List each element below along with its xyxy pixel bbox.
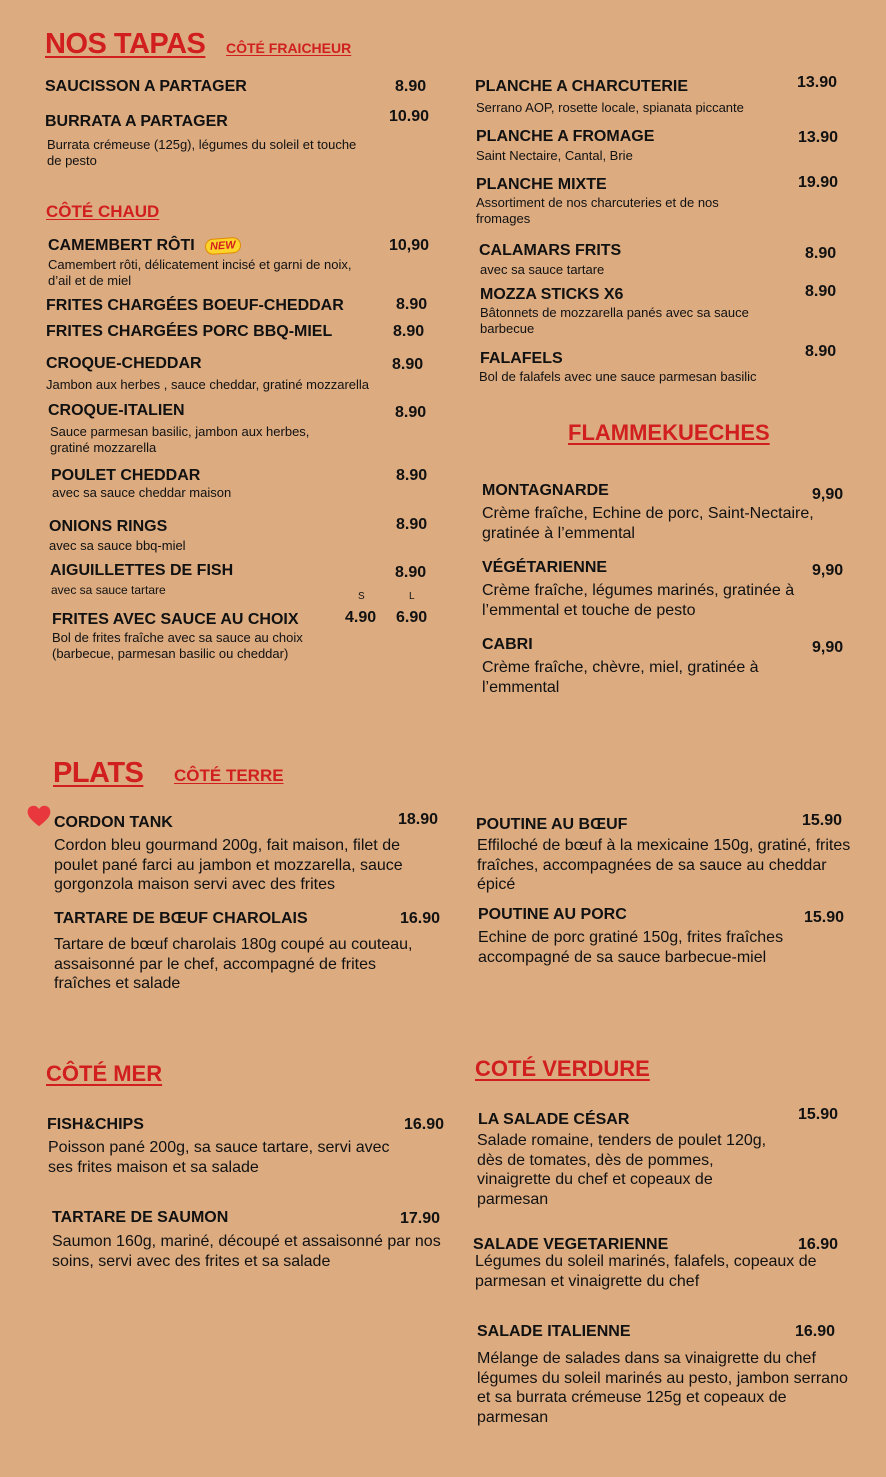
size-label-s: S <box>358 591 365 602</box>
item-desc-camembert: Camembert rôti, délicatement incisé et garni de noix, d’ail et de miel <box>48 257 352 288</box>
item-price-frites-choix-l: 6.90 <box>396 609 428 626</box>
item-desc-poulet-cheddar: avec sa sauce cheddar maison <box>52 485 232 500</box>
item-price-frites-porc: 8.90 <box>393 323 425 340</box>
item-desc-poutine-porc: Echine de porc gratiné 150g, frites fraîches accompagné de sa sauce barbecue-miel <box>478 929 784 966</box>
item-name-onions-rings: ONIONS RINGS <box>49 518 168 535</box>
item-name-planche-charcuterie: PLANCHE A CHARCUTERIE <box>475 78 689 95</box>
item-price-croque-cheddar: 8.90 <box>392 356 424 373</box>
item-name-fish: FISH&CHIPS <box>47 1116 144 1133</box>
heart-icon <box>26 803 52 829</box>
item-price-planche-fromage: 13.90 <box>798 129 839 146</box>
item-price-onions-rings: 8.90 <box>396 516 428 533</box>
item-name-croque-italien: CROQUE-ITALIEN <box>48 402 185 419</box>
item-desc-aiguillettes: avec sa sauce tartare <box>51 583 166 597</box>
item-desc-planche-mixte: Assortiment de nos charcuteries et de nos fromages <box>476 195 719 226</box>
item-desc-cordon: Cordon bleu gourmand 200g, fait maison, filet de poulet pané farci au jambon et mozzarella, sauce gorgonzola maison servi avec des frites <box>54 837 403 893</box>
subsection-fraicheur: CÔTÉ FRAICHEUR <box>226 40 352 56</box>
item-name-poutine-boeuf: POUTINE AU BŒUF <box>476 816 628 833</box>
item-desc-frites-choix: Bol de frites fraîche avec sa sauce au choix (barbecue, parmesan basilic ou cheddar) <box>52 630 303 661</box>
item-desc-cabri: Crème fraîche, chèvre, miel, gratinée à l’emmental <box>482 659 759 696</box>
item-price-planche-mixte: 19.90 <box>798 174 839 191</box>
item-desc-poutine-boeuf: Effiloché de bœuf à la mexicaine 150g, gratiné, frites fraîches, accompagnées de sa sauce au cheddar épicé <box>477 837 851 893</box>
item-desc-tartare-boeuf: Tartare de bœuf charolais 180g coupé au couteau, assaisonné par le chef, accompagné de frites fraîches et salade <box>54 936 413 992</box>
item-price-falafels: 8.90 <box>805 343 837 360</box>
item-desc-falafels: Bol de falafels avec une sauce parmesan basilic <box>479 369 757 384</box>
item-price-poutine-porc: 15.90 <box>804 909 845 926</box>
item-name-frites-boeuf: FRITES CHARGÉES BOEUF-CHEDDAR <box>46 297 344 314</box>
item-price-calamars: 8.90 <box>805 245 837 262</box>
item-price-salade-vege: 16.90 <box>798 1236 839 1253</box>
item-name-montagnarde: MONTAGNARDE <box>482 482 609 499</box>
item-camembert <box>48 237 240 255</box>
item-name-camembert: CAMEMBERT RÔTI <box>48 237 195 254</box>
item-price-burrata: 10.90 <box>389 108 430 125</box>
item-desc-montagnarde: Crème fraîche, Echine de porc, Saint-Nectaire, gratinée à l’emmental <box>482 505 814 542</box>
size-label-l: L <box>409 591 415 602</box>
item-price-aiguillettes: 8.90 <box>395 564 427 581</box>
item-name-poutine-porc: POUTINE AU PORC <box>478 906 627 923</box>
item-name-burrata: BURRATA A PARTAGER <box>45 113 228 130</box>
section-title-mer: CÔTÉ MER <box>46 1061 163 1086</box>
section-title-tapas: NOS TAPAS <box>45 28 206 60</box>
item-price-frites-choix-s: 4.90 <box>345 609 377 626</box>
new-badge-icon: NEW <box>204 237 241 255</box>
subsection-chaud: CÔTÉ CHAUD <box>46 202 160 221</box>
section-title-flammekueches: FLAMMEKUECHES <box>568 420 770 445</box>
item-desc-burrata: Burrata crémeuse (125g), légumes du soleil et touche de pesto <box>47 137 357 168</box>
item-name-mozza: MOZZA STICKS X6 <box>480 286 624 303</box>
item-name-calamars: CALAMARS FRITS <box>479 242 622 259</box>
item-desc-saumon: Saumon 160g, mariné, découpé et assaisonné par nos soins, servi avec des frites et sa salade <box>52 1233 441 1270</box>
item-price-poulet-cheddar: 8.90 <box>396 467 428 484</box>
item-name-planche-fromage: PLANCHE A FROMAGE <box>476 128 655 145</box>
item-desc-fish: Poisson pané 200g, sa sauce tartare, servi avec ses frites maison et sa salade <box>48 1139 390 1176</box>
item-desc-salade-italienne: Mélange de salades dans sa vinaigrette du chef légumes du soleil marinés au pesto, jambon serrano et sa burrata crémeuse 125g et copeaux de parmesan <box>477 1350 848 1426</box>
item-desc-croque-cheddar: Jambon aux herbes , sauce cheddar, gratiné mozzarella <box>46 377 370 392</box>
item-name-croque-cheddar: CROQUE-CHEDDAR <box>46 355 202 372</box>
item-name-aiguillettes: AIGUILLETTES DE FISH <box>50 562 234 579</box>
item-name-cabri: CABRI <box>482 636 533 653</box>
item-price-cordon: 18.90 <box>398 811 439 828</box>
item-name-tartare-boeuf: TARTARE DE BŒUF CHAROLAIS <box>54 910 308 927</box>
item-desc-onions-rings: avec sa sauce bbq-miel <box>49 538 186 553</box>
item-name-cordon: CORDON TANK <box>54 814 173 831</box>
item-price-fish: 16.90 <box>404 1116 445 1133</box>
item-price-croque-italien: 8.90 <box>395 404 427 421</box>
item-name-frites-porc: FRITES CHARGÉES PORC BBQ-MIEL <box>46 323 333 340</box>
item-price-camembert: 10,90 <box>389 237 430 254</box>
item-name-cesar: LA SALADE CÉSAR <box>478 1111 630 1128</box>
item-desc-croque-italien: Sauce parmesan basilic, jambon aux herbes, gratiné mozzarella <box>50 424 310 455</box>
item-price-poutine-boeuf: 15.90 <box>802 812 843 829</box>
item-price-frites-boeuf: 8.90 <box>396 296 428 313</box>
subsection-terre: CÔTÉ TERRE <box>174 766 284 785</box>
item-name-salade-vege: SALADE VEGETARIENNE <box>473 1236 669 1253</box>
item-name-falafels: FALAFELS <box>480 350 563 367</box>
item-desc-planche-fromage: Saint Nectaire, Cantal, Brie <box>476 148 633 163</box>
item-price-vegetarienne-flamm: 9,90 <box>812 562 844 579</box>
item-price-cesar: 15.90 <box>798 1106 839 1123</box>
item-name-saucisson: SAUCISSON A PARTAGER <box>45 78 247 95</box>
item-price-salade-italienne: 16.90 <box>795 1323 836 1340</box>
item-price-montagnarde: 9,90 <box>812 486 844 503</box>
item-desc-cesar: Salade romaine, tenders de poulet 120g, dès de tomates, dès de pommes, vinaigrette du chef et copeaux de parmesan <box>477 1132 767 1208</box>
item-desc-salade-vege: Légumes du soleil marinés, falafels, copeaux de parmesan et vinaigrette du chef <box>475 1253 817 1290</box>
item-name-poulet-cheddar: POULET CHEDDAR <box>51 467 201 484</box>
section-title-verdure: COTÉ VERDURE <box>475 1056 650 1081</box>
section-title-plats: PLATS <box>53 757 144 789</box>
item-desc-calamars: avec sa sauce tartare <box>480 262 605 277</box>
item-desc-vegetarienne-flamm: Crème fraîche, légumes marinés, gratinée à l’emmental et touche de pesto <box>482 582 795 619</box>
item-name-vegetarienne-flamm: VÉGÉTARIENNE <box>482 559 608 576</box>
item-price-planche-charcuterie: 13.90 <box>797 74 838 91</box>
item-name-salade-italienne: SALADE ITALIENNE <box>477 1323 631 1340</box>
item-name-saumon: TARTARE DE SAUMON <box>52 1209 229 1226</box>
item-name-planche-mixte: PLANCHE MIXTE <box>476 176 607 193</box>
item-price-saumon: 17.90 <box>400 1210 441 1227</box>
item-price-tartare-boeuf: 16.90 <box>400 910 441 927</box>
item-desc-planche-charcuterie: Serrano AOP, rosette locale, spianata piccante <box>476 100 744 115</box>
item-name-frites-choix: FRITES AVEC SAUCE AU CHOIX <box>52 611 299 628</box>
item-price-mozza: 8.90 <box>805 283 837 300</box>
item-desc-mozza: Bâtonnets de mozzarella panés avec sa sauce barbecue <box>480 305 749 336</box>
item-price-saucisson: 8.90 <box>395 78 427 95</box>
item-price-cabri: 9,90 <box>812 639 844 656</box>
